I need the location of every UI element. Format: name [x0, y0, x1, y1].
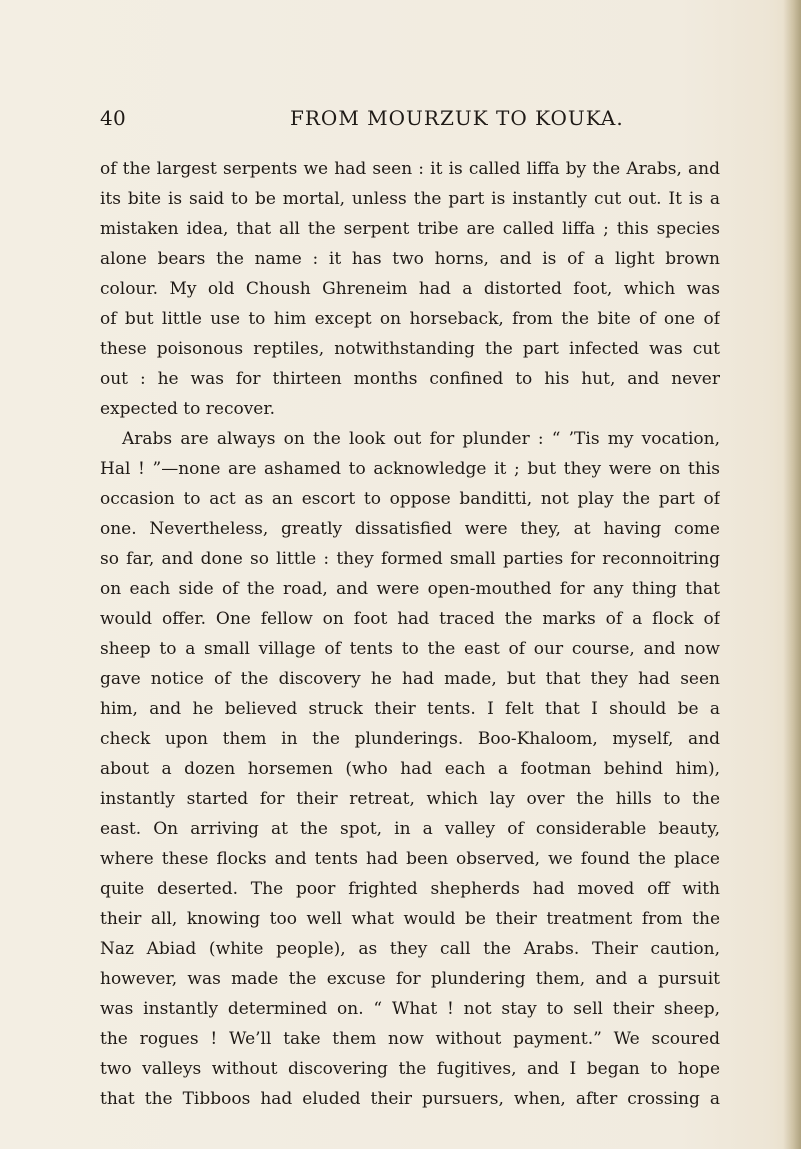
text-line: occasion to act as an escort to oppose banditti, not play the part of: [100, 489, 720, 509]
page-header: [100, 104, 720, 136]
text-line: was instantly determined on. “ What ! not stay to sell their sheep,: [100, 999, 720, 1019]
text-line: however, was made the excuse for plundering them, and a pursuit: [100, 969, 720, 989]
text-line: about a dozen horsemen (who had each a footman behind him),: [100, 759, 720, 779]
text-line: the rogues ! We’ll take them now without payment.” We scoured: [100, 1029, 720, 1049]
text-line: sheep to a small village of tents to the east of our course, and now: [100, 639, 720, 659]
text-line: check upon them in the plunderings. Boo-Khaloom, myself, and: [100, 729, 720, 749]
text-line: alone bears the name : it has two horns, and is of a light brown: [100, 249, 720, 269]
body-text: [100, 154, 720, 1114]
text-line: that the Tibboos had eluded their pursuers, when, after crossing a: [100, 1089, 720, 1109]
text-line: on each side of the road, and were open-mouthed for any thing that: [100, 579, 720, 599]
page-number: 40: [100, 106, 127, 130]
page-edge-shadow: [783, 0, 801, 1149]
text-line: Arabs are always on the look out for plunder : “ ’Tis my vocation,: [122, 429, 720, 449]
text-line: mistaken idea, that all the serpent tribe are called liffa ; this species: [100, 219, 720, 239]
text-line: instantly started for their retreat, which lay over the hills to the: [100, 789, 720, 809]
text-line: colour. My old Choush Ghreneim had a distorted foot, which was: [100, 279, 720, 299]
text-line: where these flocks and tents had been observed, we found the place: [100, 849, 720, 869]
text-line: its bite is said to be mortal, unless the part is instantly cut out. It is a: [100, 189, 720, 209]
text-line: quite deserted. The poor frighted shepherds had moved off with: [100, 879, 720, 899]
text-line: their all, knowing too well what would be their treatment from the: [100, 909, 720, 929]
text-line: Naz Abiad (white people), as they call the Arabs. Their caution,: [100, 939, 720, 959]
text-line: east. On arriving at the spot, in a valley of considerable beauty,: [100, 819, 720, 839]
text-line: Hal ! ”—none are ashamed to acknowledge it ; but they were on this: [100, 459, 720, 479]
text-line: of the largest serpents we had seen : it is called liffa by the Arabs, and: [100, 159, 720, 179]
running-title: FROM MOURZUK TO KOUKA.: [290, 106, 624, 130]
text-line: him, and he believed struck their tents. I felt that I should be a: [100, 699, 720, 719]
text-line: so far, and done so little : they formed small parties for reconnoitring: [100, 549, 720, 569]
text-line: would offer. One fellow on foot had traced the marks of a flock of: [100, 609, 720, 629]
text-line: out : he was for thirteen months confined to his hut, and never: [100, 369, 720, 389]
text-line: two valleys without discovering the fugitives, and I began to hope: [100, 1059, 720, 1079]
text-line: one. Nevertheless, greatly dissatisfied were they, at having come: [100, 519, 720, 539]
text-line: gave notice of the discovery he had made, but that they had seen: [100, 669, 720, 689]
text-line: expected to recover.: [100, 399, 276, 419]
text-line: these poisonous reptiles, notwithstanding the part infected was cut: [100, 339, 720, 359]
text-line: of but little use to him except on horseback, from the bite of one of: [100, 309, 720, 329]
